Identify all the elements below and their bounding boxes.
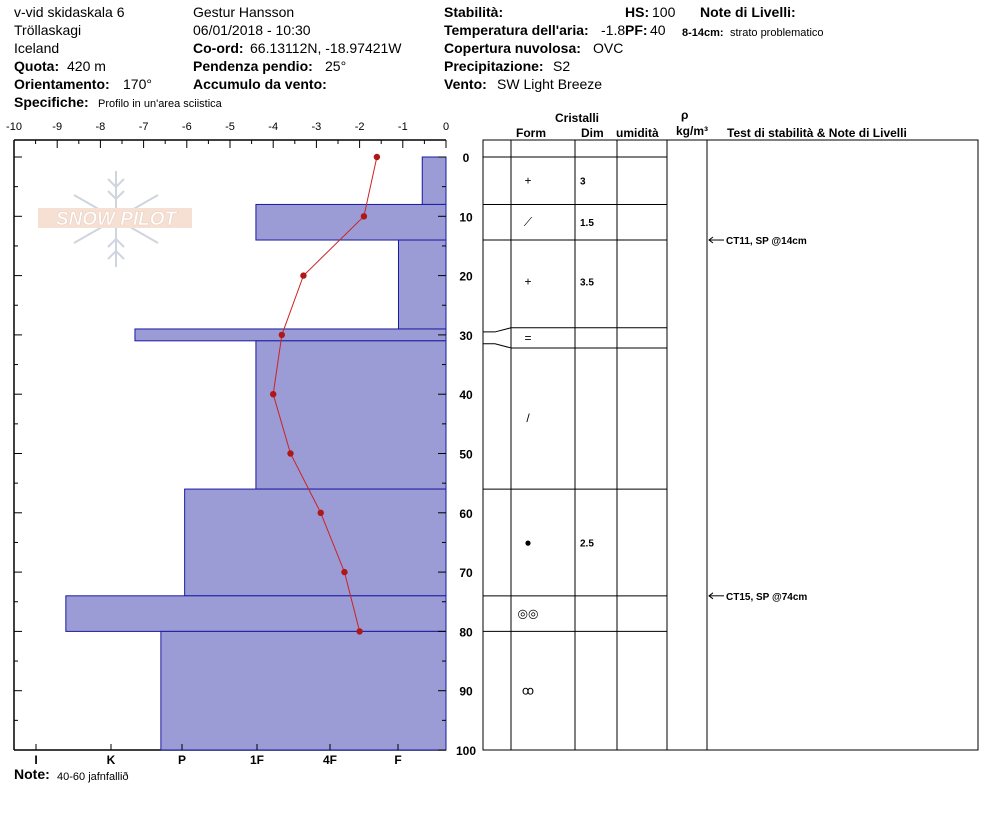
wind-value: SW Light Breeze <box>497 76 603 92</box>
aspect-value: 170° <box>123 76 152 92</box>
hardness-bar <box>422 157 446 204</box>
observer: Gestur Hansson <box>193 4 295 20</box>
datetime: 06/01/2018 - 10:30 <box>193 22 311 38</box>
air-temp-label: Temperatura dell'aria: <box>444 22 589 38</box>
crystal-form: ꝏ <box>521 683 535 698</box>
wind-loading-label: Accumulo da vento: <box>193 76 327 92</box>
stability-label: Stabilità: <box>444 4 504 20</box>
note-label: Note: <box>14 766 50 782</box>
hardness-bar <box>185 489 446 596</box>
depth-tick-label: 60 <box>459 506 473 521</box>
crystal-form: + <box>524 274 532 289</box>
crystal-form: ● <box>524 535 532 550</box>
depth-tick-label: 80 <box>459 625 473 640</box>
depth-tick-label: 30 <box>459 328 473 343</box>
hardness-bar <box>256 341 446 489</box>
depth-tick-label: 0 <box>462 151 470 165</box>
depth-tick-label: 90 <box>459 684 473 699</box>
snowpilot-watermark <box>38 171 192 267</box>
hardness-bar <box>135 329 446 341</box>
temp-tick-label: -1 <box>397 121 408 133</box>
temp-tick-label: -2 <box>354 121 365 133</box>
crystal-form: + <box>524 173 532 188</box>
temperature-point <box>361 213 367 219</box>
hardness-tick-label: 1F <box>249 753 265 767</box>
temp-tick-label: -3 <box>311 121 322 133</box>
hardness-tick-label: P <box>177 753 187 767</box>
watermark-text: SNOW PILOT <box>55 209 177 230</box>
temp-tick-label: -4 <box>268 121 279 133</box>
layer-note-text: strato problematico <box>730 27 824 39</box>
precip-value: S2 <box>553 58 571 74</box>
crystal-form: / <box>526 410 530 425</box>
stability-test-label: CT15, SP @74cm <box>726 591 808 603</box>
crystal-size: 3 <box>580 176 586 188</box>
hardness-bar <box>398 240 446 329</box>
hardness-bar <box>256 204 446 240</box>
slope-value: 25° <box>325 58 347 74</box>
hardness-bar <box>161 631 446 750</box>
temperature-point <box>374 154 380 160</box>
layers-table-frame <box>483 140 978 750</box>
coord-label: Co-ord: <box>193 40 244 56</box>
depth-tick-label: 70 <box>459 566 473 581</box>
col-moisture: umidità <box>616 126 659 140</box>
precip-label: Precipitazione: <box>444 58 544 74</box>
slope-label: Pendenza pendio: <box>193 58 313 74</box>
temp-tick-label: -7 <box>138 121 149 133</box>
col-density-unit: kg/m³ <box>676 124 709 138</box>
temp-tick-label: -9 <box>52 121 63 133</box>
elevation-value: 420 m <box>67 58 106 74</box>
cloud-label: Copertura nuvolosa: <box>444 40 581 56</box>
temp-tick-label: 0 <box>442 121 450 133</box>
temp-tick-label: -5 <box>225 121 235 133</box>
layer-connector <box>483 328 511 332</box>
crystal-size: 2.5 <box>580 538 594 550</box>
stability-test-label: CT11, SP @14cm <box>726 236 807 248</box>
coord-value: 66.13112N, -18.97421W <box>250 40 402 56</box>
temperature-point <box>300 272 306 278</box>
note-value: 40-60 jafnfallið <box>57 771 129 783</box>
layer-notes-label: Note di Livelli: <box>700 4 796 20</box>
specifics-value: Profilo in un'area sciistica <box>98 98 222 110</box>
aspect-label: Orientamento: <box>14 76 110 92</box>
location: v-vid skidaskala 6 <box>14 4 125 20</box>
col-rho: ρ <box>681 108 689 122</box>
temp-tick-label: -10 <box>6 121 22 133</box>
hardness-tick-label: K <box>106 753 116 767</box>
crystal-size: 1.5 <box>580 218 594 230</box>
temp-tick-label: -8 <box>95 121 106 133</box>
temperature-point <box>287 450 293 456</box>
pf-value: 40 <box>650 22 666 38</box>
crystal-size: 3.5 <box>580 277 594 289</box>
depth-tick-label: 20 <box>459 269 473 284</box>
specifics-label: Specifiche: <box>14 94 89 110</box>
col-form: Form <box>516 126 546 140</box>
col-crystals: Cristalli <box>555 111 600 125</box>
depth-tick-label: 10 <box>459 210 473 225</box>
wind-label: Vento: <box>444 76 487 92</box>
col-tests: Test di stabilità & Note di Livelli <box>727 126 907 140</box>
hardness-tick-label: 4F <box>322 753 338 767</box>
temperature-point <box>318 510 324 516</box>
hardness-tick-label: I <box>34 753 38 767</box>
area: Tröllaskagi <box>14 22 82 38</box>
hs-value: 100 <box>652 4 676 20</box>
temperature-point <box>356 628 362 634</box>
pf-label: PF: <box>625 22 648 38</box>
col-size: Dim <box>581 126 604 140</box>
layer-connector <box>483 344 511 348</box>
elevation-label: Quota: <box>14 58 60 74</box>
temperature-point <box>270 391 276 397</box>
temp-tick-label: -6 <box>181 121 192 133</box>
hardness-tick-label: F <box>394 753 402 767</box>
depth-tick-label: 50 <box>459 447 473 462</box>
temperature-point <box>341 569 347 575</box>
depth-tick-label: 100 <box>455 744 477 758</box>
hs-label: HS: <box>625 4 650 20</box>
crystal-form: ◎◎ <box>517 606 539 621</box>
country: Iceland <box>14 40 60 56</box>
temperature-point <box>279 332 285 338</box>
hardness-bar <box>66 596 446 632</box>
cloud-value: OVC <box>593 40 624 56</box>
layer-note-depth: 8-14cm: <box>682 27 724 39</box>
depth-tick-label: 40 <box>459 388 473 403</box>
air-temp-value: -1.8 <box>601 22 626 38</box>
crystal-form: ⟋ <box>523 215 533 230</box>
crystal-form: = <box>524 330 532 345</box>
